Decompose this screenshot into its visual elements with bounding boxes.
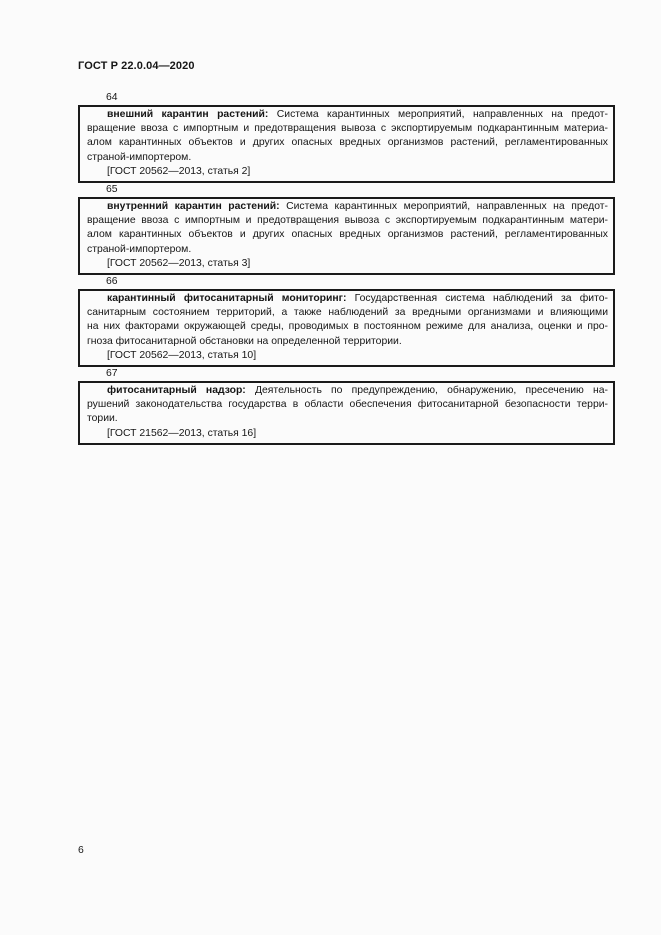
definition-line: алом карантинных объектов и других опасных вредных организмов растений, регламентированных [87,229,608,241]
term-name: карантинный фитосанитарный мониторинг: [107,293,347,305]
document-code: ГОСТ Р 22.0.04—2020 [78,60,195,72]
definition-text: Система карантинных мероприятий, направленных на предот- [286,201,608,213]
definition-line [87,200,608,214]
term-entry-box [78,381,615,445]
definition-text: Система карантинных мероприятий, направленных на предот- [276,109,609,120]
source-reference: [ГОСТ 20562—2013, статья 10] [107,349,257,361]
definition-line [87,384,608,398]
definition-line: на них факторами окружающей среды, проводимых в постоянном режиме для анализа, оценки и про- [87,321,608,333]
definition-line: рушений законодательства государства в области обеспечения фитосанитарной безопасности терри- [87,399,608,411]
entry-number: 64 [106,92,118,103]
definition-line [87,108,608,122]
term-entry-box [78,289,615,367]
definition-line: гноза фитосанитарной обстановки на определенной территории. [87,335,402,347]
entry-number: 67 [106,368,118,380]
definition-line: вращение ввоза с импортным и предотвращения вывоза с экспортируемым подкарантинным материа- [87,123,608,135]
definition-line: страной-импортером. [87,151,192,163]
page-number: 6 [78,845,84,856]
term-name: внутренний карантин растений: [107,201,280,213]
term-name: внешний карантин растений: [107,109,269,120]
definition-line: тории. [87,413,118,425]
definition-text: Деятельность по предупреждению, обнаружению, пресечению на- [254,385,609,397]
entry-number: 65 [106,184,118,196]
source-reference: [ГОСТ 21562—2013, статья 16] [107,427,257,439]
source-reference: [ГОСТ 20562—2013, статья 2] [107,165,251,177]
definition-line: страной-импортером. [87,243,192,255]
definition-line [87,292,608,306]
definition-line: вращение ввоза с импортным и предотвращения вывоза с экспортируемым подкарантинным матери- [87,215,608,227]
source-reference: [ГОСТ 20562—2013, статья 3] [107,257,251,269]
term-name: фитосанитарный надзор: [107,385,246,397]
definition-line: алом карантинных объектов и других опасных вредных организмов растений, регламентированных [87,137,608,149]
definition-text: Государственная система наблюдений за фито- [354,293,608,305]
term-entries [78,91,615,445]
term-entry-box [78,197,615,275]
entry-number: 66 [106,276,118,288]
definition-line: санитарным состоянием территорий, а также наблюдений за вредными организмами и влияющими [87,307,608,319]
term-entry-box [78,105,615,183]
